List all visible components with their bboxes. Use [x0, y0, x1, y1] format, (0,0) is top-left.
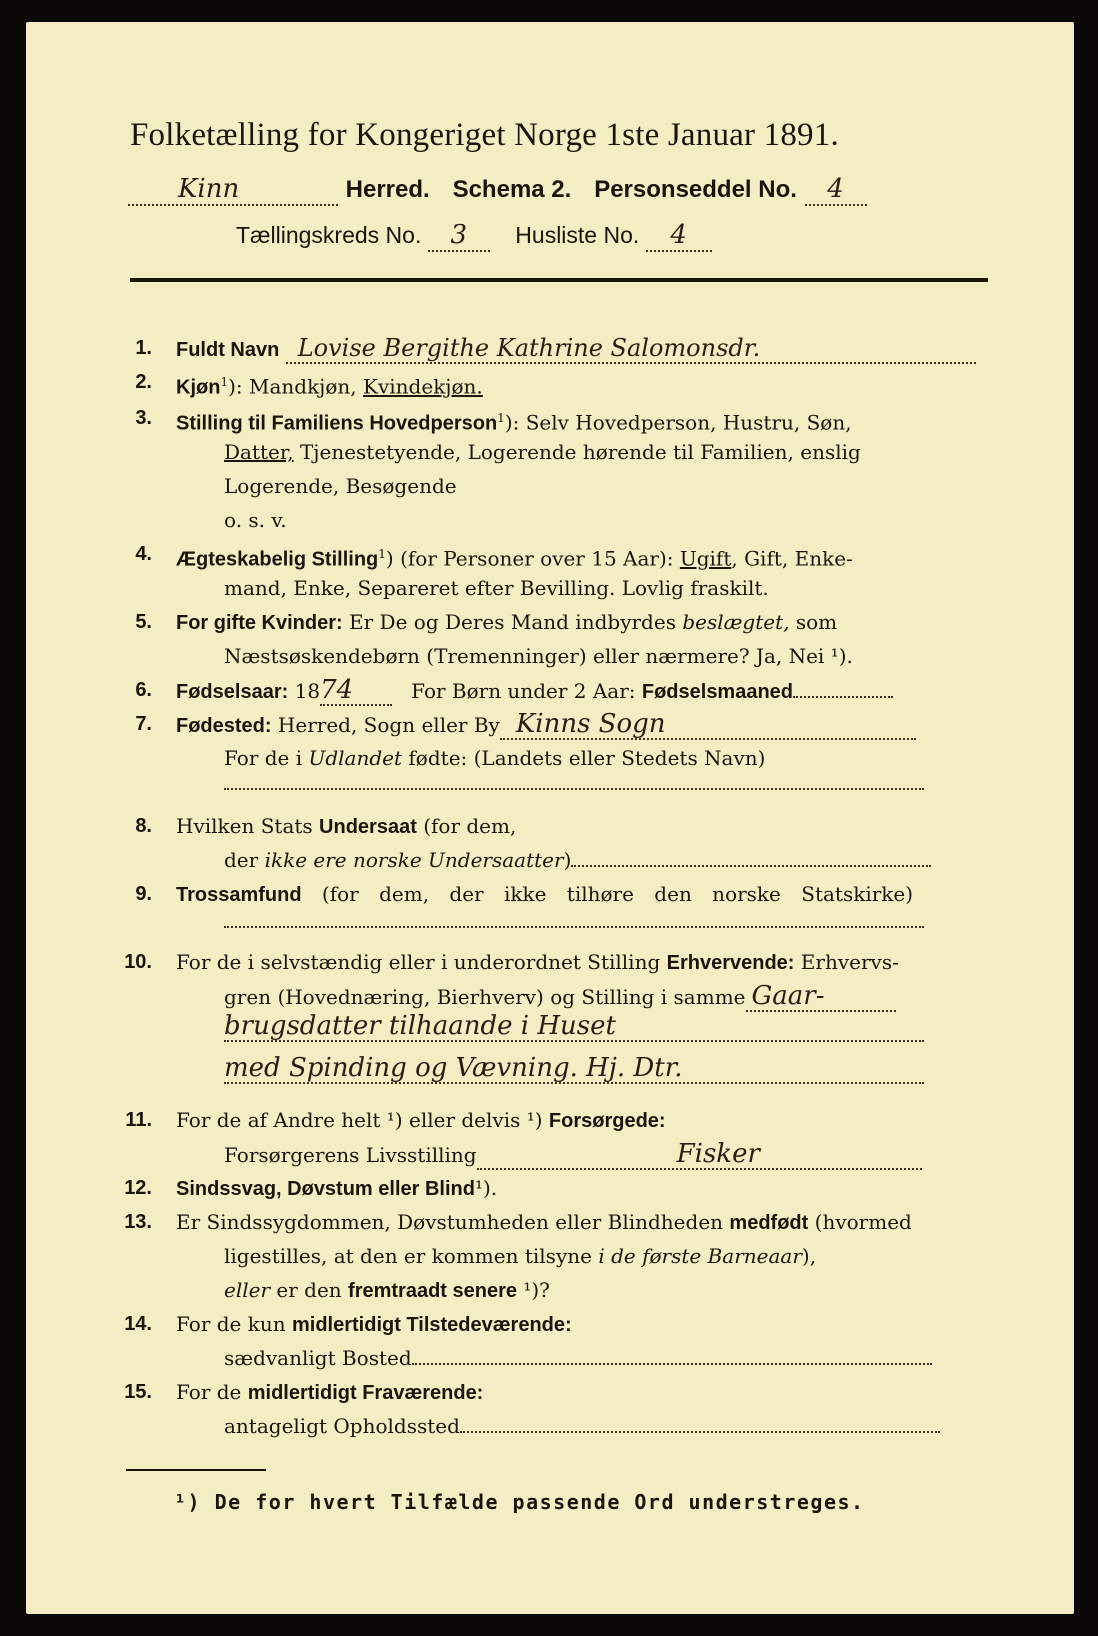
q15-text-b: antageligt Opholdssted	[224, 1414, 460, 1438]
q3-label: Stilling til Familiens Hovedperson	[176, 412, 498, 435]
q13-text-c: ligestilles, at den er kommen tilsyne	[224, 1244, 599, 1268]
q1-number: 1.	[135, 337, 152, 359]
q4-label: Ægteskabelig Stilling	[176, 548, 379, 571]
q8-text-c: der	[224, 848, 265, 872]
q4-text-b: Ugift	[679, 546, 732, 571]
q3-text-a: ): Selv Hovedperson, Hustru, Søn,	[504, 410, 852, 435]
q13-text-f: eller	[224, 1278, 271, 1302]
q4-text-d: mand, Enke, Separeret efter Bevilling. Lovlig fraskilt.	[224, 576, 769, 600]
header-rule	[130, 278, 988, 282]
q10-value-a: Gaar-	[746, 982, 896, 1012]
q11-label: Forsørgede:	[548, 1110, 666, 1132]
q6-text-b: For Børn under 2 Aar:	[411, 679, 642, 703]
herred-value: Kinn	[128, 174, 338, 206]
q10-value-b: brugsdatter tilhaande i Huset	[224, 1012, 924, 1042]
q10-label: Erhvervende:	[666, 952, 795, 974]
q13-text-g: er den	[270, 1278, 349, 1302]
q2-label: Kjøn	[176, 376, 221, 399]
q7-label: Fødested:	[176, 715, 272, 737]
kreds-label: Tællingskreds No.	[236, 222, 422, 248]
q2-text-b: Kvindekjøn.	[363, 374, 483, 399]
q13-text-d: i de første Barneaar	[598, 1244, 802, 1268]
q5-text-b: beslægtet,	[682, 610, 790, 634]
q8-text-a: Hvilken Stats	[176, 814, 320, 838]
q7-text-a: Herred, Sogn eller By	[271, 713, 500, 737]
q9-number: 9.	[135, 883, 152, 905]
q7-value: Kinns Sogn	[500, 710, 916, 740]
census-form: Folketælling for Kongeriget Norge 1ste Januar 1891. Kinn Herred. Schema 2. Personseddel No. 4 Tællingskreds No. 3 Husliste No. 4 1. Fuldt Navn Lovise Bergithe Kathrine Salomonsdr. 2. Kjøn$^1$): Mandkjøn, Kvindekjøn. 3. Stilling til Familiens Hovedperson$^1$): Selv Hovedperson, Hustru, Søn, Datter, Tjenestetyende, Logerende hørende til Familien, enslig Logerende, Besøgende o. s. v. 4. Ægteskabelig Stilling$^1$) (for Personer over 15 Aar): Ugift, Gift, Enke- mand, Enke, Separeret efter Bevilling. Lovlig fraskilt. 5. For gifte Kvinder: Er De og Deres Mand indbyrdes beslægtet, som Næstsøskendebørn (Tremenninger) eller nærmere? Ja, Nei ¹). 6. Fødselsaar: 1874 For Børn under 2 Aar: Fødselsmaaned 7. Fødested: Herred, Sogn eller By Kinns Sogn For de i Udlandet fødte: (Landets eller Stedets Navn) 8. Hvilken Stats Undersaat (for dem, der ikke ere norske Undersaatter) 9. Trossamfund (for dem, der ikke tilhøre den norske Statskirke) 10. For de i selvstændig eller i underordnet Stilling Erhvervende: Erhvervs- gren (Hovednæring, Bierhverv) og Stilling i samme Gaar- brugsdatter tilhaande i Huset med Spinding og Vævning. Hj. Dtr. 11. For de af Andre helt ¹) eller delvis ¹) Forsørgede: Forsørgerens Livsstilling Fisker 12. Sindssvag, Døvstum eller Blind¹). 13. Er Sindssygdommen, Døvstumheden eller Blindheden medfødt (hvormed ligestilles, at den er kommen tilsyne i de første Barneaar), eller er den fremtraadt senere ¹)? 14. For de kun midlertidigt Tilstedeværende: sædvanligt Bosted 15. For de midlertidigt Fraværende: antageligt Opholdssted ¹) De for hvert Tilfælde passende Ord understreges.	[26, 22, 1074, 1614]
q2-text-a: ): Mandkjøn,	[228, 374, 364, 399]
q12-label: Sindssvag, Døvstum eller Blind	[176, 1178, 475, 1200]
q7-text-c: Udlandet	[308, 746, 403, 770]
q10-value-c: med Spinding og Vævning. Hj. Dtr.	[224, 1054, 924, 1084]
q5-number: 5.	[135, 611, 152, 633]
q14-label: midlertidigt Tilstedeværende:	[291, 1314, 572, 1336]
q3-text-b: Datter,	[224, 440, 294, 464]
q5-text-c: som	[789, 610, 838, 634]
q4-number: 4.	[135, 543, 152, 565]
footnote: ¹) De for hvert Tilfælde passende Ord understreges.	[174, 1490, 865, 1514]
q1-value: Lovise Bergithe Kathrine Salomonsdr.	[286, 334, 976, 364]
form-title: Folketælling for Kongeriget Norge 1ste Januar 1891.	[130, 117, 839, 153]
footnote-rule	[126, 1469, 266, 1471]
q3-text-d: Logerende, Besøgende	[224, 474, 457, 498]
q2-number: 2.	[135, 371, 152, 393]
q1-label: Fuldt Navn	[176, 339, 280, 361]
husliste-value: 4	[646, 220, 712, 252]
q9-text-a: (for dem, der ikke tilhøre den norske Statskirke)	[301, 882, 914, 906]
schema-label: Schema 2.	[452, 176, 572, 203]
q10-number: 10.	[124, 951, 152, 973]
q5-text-a: Er De og Deres Mand indbyrdes	[342, 610, 683, 634]
q13-text-b: (hvormed	[808, 1210, 912, 1234]
q7-text-b: For de i	[224, 746, 309, 770]
q12-text-a: ¹).	[474, 1176, 498, 1200]
husliste-label: Husliste No.	[515, 222, 640, 248]
q4-text-c: , Gift, Enke-	[731, 546, 853, 571]
q7-text-d: fødte: (Landets eller Stedets Navn)	[402, 746, 766, 770]
personseddel-value: 4	[805, 174, 867, 206]
q3-text-e: o. s. v.	[224, 508, 287, 532]
q4-text-a: ) (for Personer over 15 Aar):	[385, 546, 680, 571]
q13-text-a: Er Sindssygdommen, Døvstumheden eller Blindheden	[176, 1210, 730, 1234]
q15-text-a: For de	[176, 1380, 248, 1404]
q8-text-e: )	[563, 848, 572, 872]
q15-label: midlertidigt Fraværende:	[247, 1382, 484, 1404]
q11-text-a: For de af Andre helt ¹) eller delvis ¹)	[176, 1108, 549, 1132]
herred-label: Herred.	[345, 176, 430, 203]
q10-text-c: gren (Hovednæring, Bierhverv) og Stilling i samme	[224, 985, 746, 1009]
q14-text-a: For de kun	[176, 1312, 292, 1336]
q6-label-b: Fødselsmaaned	[641, 681, 794, 703]
q11-text-b: Forsørgerens Livsstilling	[224, 1143, 477, 1167]
q6-label: Fødselsaar:	[176, 681, 289, 703]
q3-number: 3.	[135, 407, 152, 429]
q6-text-a: 18	[288, 679, 321, 703]
q14-text-b: sædvanligt Bosted	[224, 1346, 412, 1370]
q15-number: 15.	[124, 1381, 152, 1403]
q12-number: 12.	[124, 1177, 152, 1199]
q10-text-a: For de i selvstændig eller i underordnet Stilling	[176, 950, 667, 974]
q5-text-d: Næstsøskendebørn (Tremenninger) eller nærmere? Ja, Nei ¹).	[224, 644, 853, 668]
q9-blank-line	[224, 912, 924, 928]
q8-label: Undersaat	[319, 816, 417, 838]
q11-number: 11.	[125, 1109, 152, 1131]
q11-value: Fisker	[477, 1140, 922, 1170]
q13-number: 13.	[124, 1211, 152, 1233]
q8-number: 8.	[135, 815, 152, 837]
q13-text-e: ),	[801, 1244, 817, 1268]
q5-label: For gifte Kvinder:	[176, 612, 343, 634]
q10-text-b: Erhvervs-	[794, 950, 899, 974]
q9-label: Trossamfund	[176, 884, 302, 906]
q14-number: 14.	[124, 1313, 152, 1335]
header-line	[128, 174, 867, 206]
q8-text-d: ikke ere norske Undersaatter	[264, 848, 564, 872]
q13-label-b: fremtraadt senere	[348, 1280, 517, 1302]
q2-sup: 1	[220, 375, 229, 389]
q6-number: 6.	[135, 679, 152, 701]
kreds-line	[236, 220, 712, 252]
q13-label: medfødt	[729, 1212, 809, 1234]
q8-text-b: (for dem,	[416, 814, 517, 838]
personseddel-label: Personseddel No.	[594, 176, 797, 203]
q6-value: 74	[320, 676, 392, 706]
kreds-value: 3	[428, 220, 490, 252]
q13-text-h: ¹)?	[517, 1278, 550, 1302]
q7-number: 7.	[135, 713, 152, 735]
q3-text-c: Tjenestetyende, Logerende hørende til Familien, enslig	[293, 440, 861, 464]
q7-blank-line	[224, 774, 924, 790]
